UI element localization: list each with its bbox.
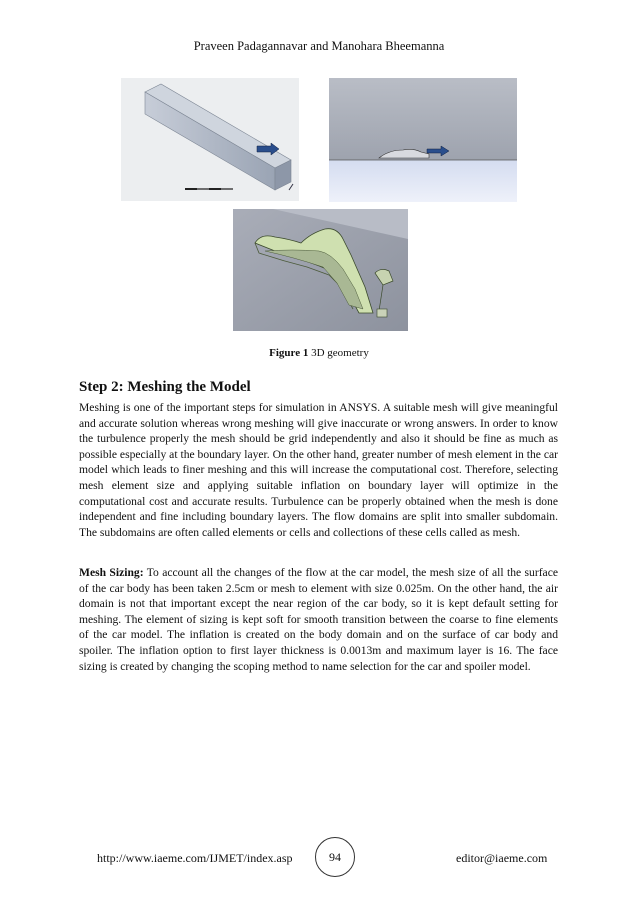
footer-url-link[interactable]: http://www.iaeme.com/IJMET/index.asp: [97, 851, 293, 865]
running-header: Praveen Padagannavar and Manohara Bheemanna: [193, 39, 445, 53]
paragraph-meshing: Meshing is one of the important steps for simulation in ANSYS. A suitable mesh will give meaningful and accurate solution whereas wrong meshing will give inaccurate or wrong answers. In order to know the turbulence properly the mesh should be grid independently and also it should be fine as much as possible especially at the boundary layer. On the other hand, greater number of mesh element in the car model which leads to finer meshing and this will increase the computational cost. Therefore, selecting mesh element size and applying suitable inflation on boundary layer will optimize in the computational cost and accurate results. Turbulence can be properly obtained when the mesh is done independent and fine including boundary layers. The flow domains are split into smaller subdomain. The subdomains are often called elements or cells and collections of these cells called as mesh.: [79, 401, 558, 539]
section-heading: Step 2: Meshing the Model: [79, 379, 251, 395]
figure-caption: [0, 347, 638, 359]
figure-car-body-image: [233, 209, 408, 331]
footer-email-link[interactable]: editor@iaeme.com: [456, 851, 548, 865]
mesh-sizing-label: Mesh Sizing:: [79, 566, 144, 579]
mesh-sizing-text: To account all the changes of the flow at the car model, the mesh size of all the surface of the car body has been taken 2.5cm or mesh to element with size 0.025m. On the other hand, the air domain is not that important except the near region of the car body, so it is kept default setting for meshing. The element of sizing is kept soft for smooth transition between the coarse to fine elements of the car model. The inflation is created on the body domain and on the surface of car body and spoiler. The inflation option to first layer thickness is 0.0013m and maximum layer is 16. The face sizing is created by changing the scoping method to name selection for the car and spoiler model.: [79, 566, 558, 673]
figure-label: Figure 1: [269, 347, 309, 359]
figure-side-view-image: [329, 78, 517, 202]
page-number: 94: [315, 837, 355, 877]
figure-domain-box-image: [121, 78, 299, 201]
figure-caption-text: 3D geometry: [308, 347, 369, 359]
paragraph-mesh-sizing: [79, 565, 558, 674]
